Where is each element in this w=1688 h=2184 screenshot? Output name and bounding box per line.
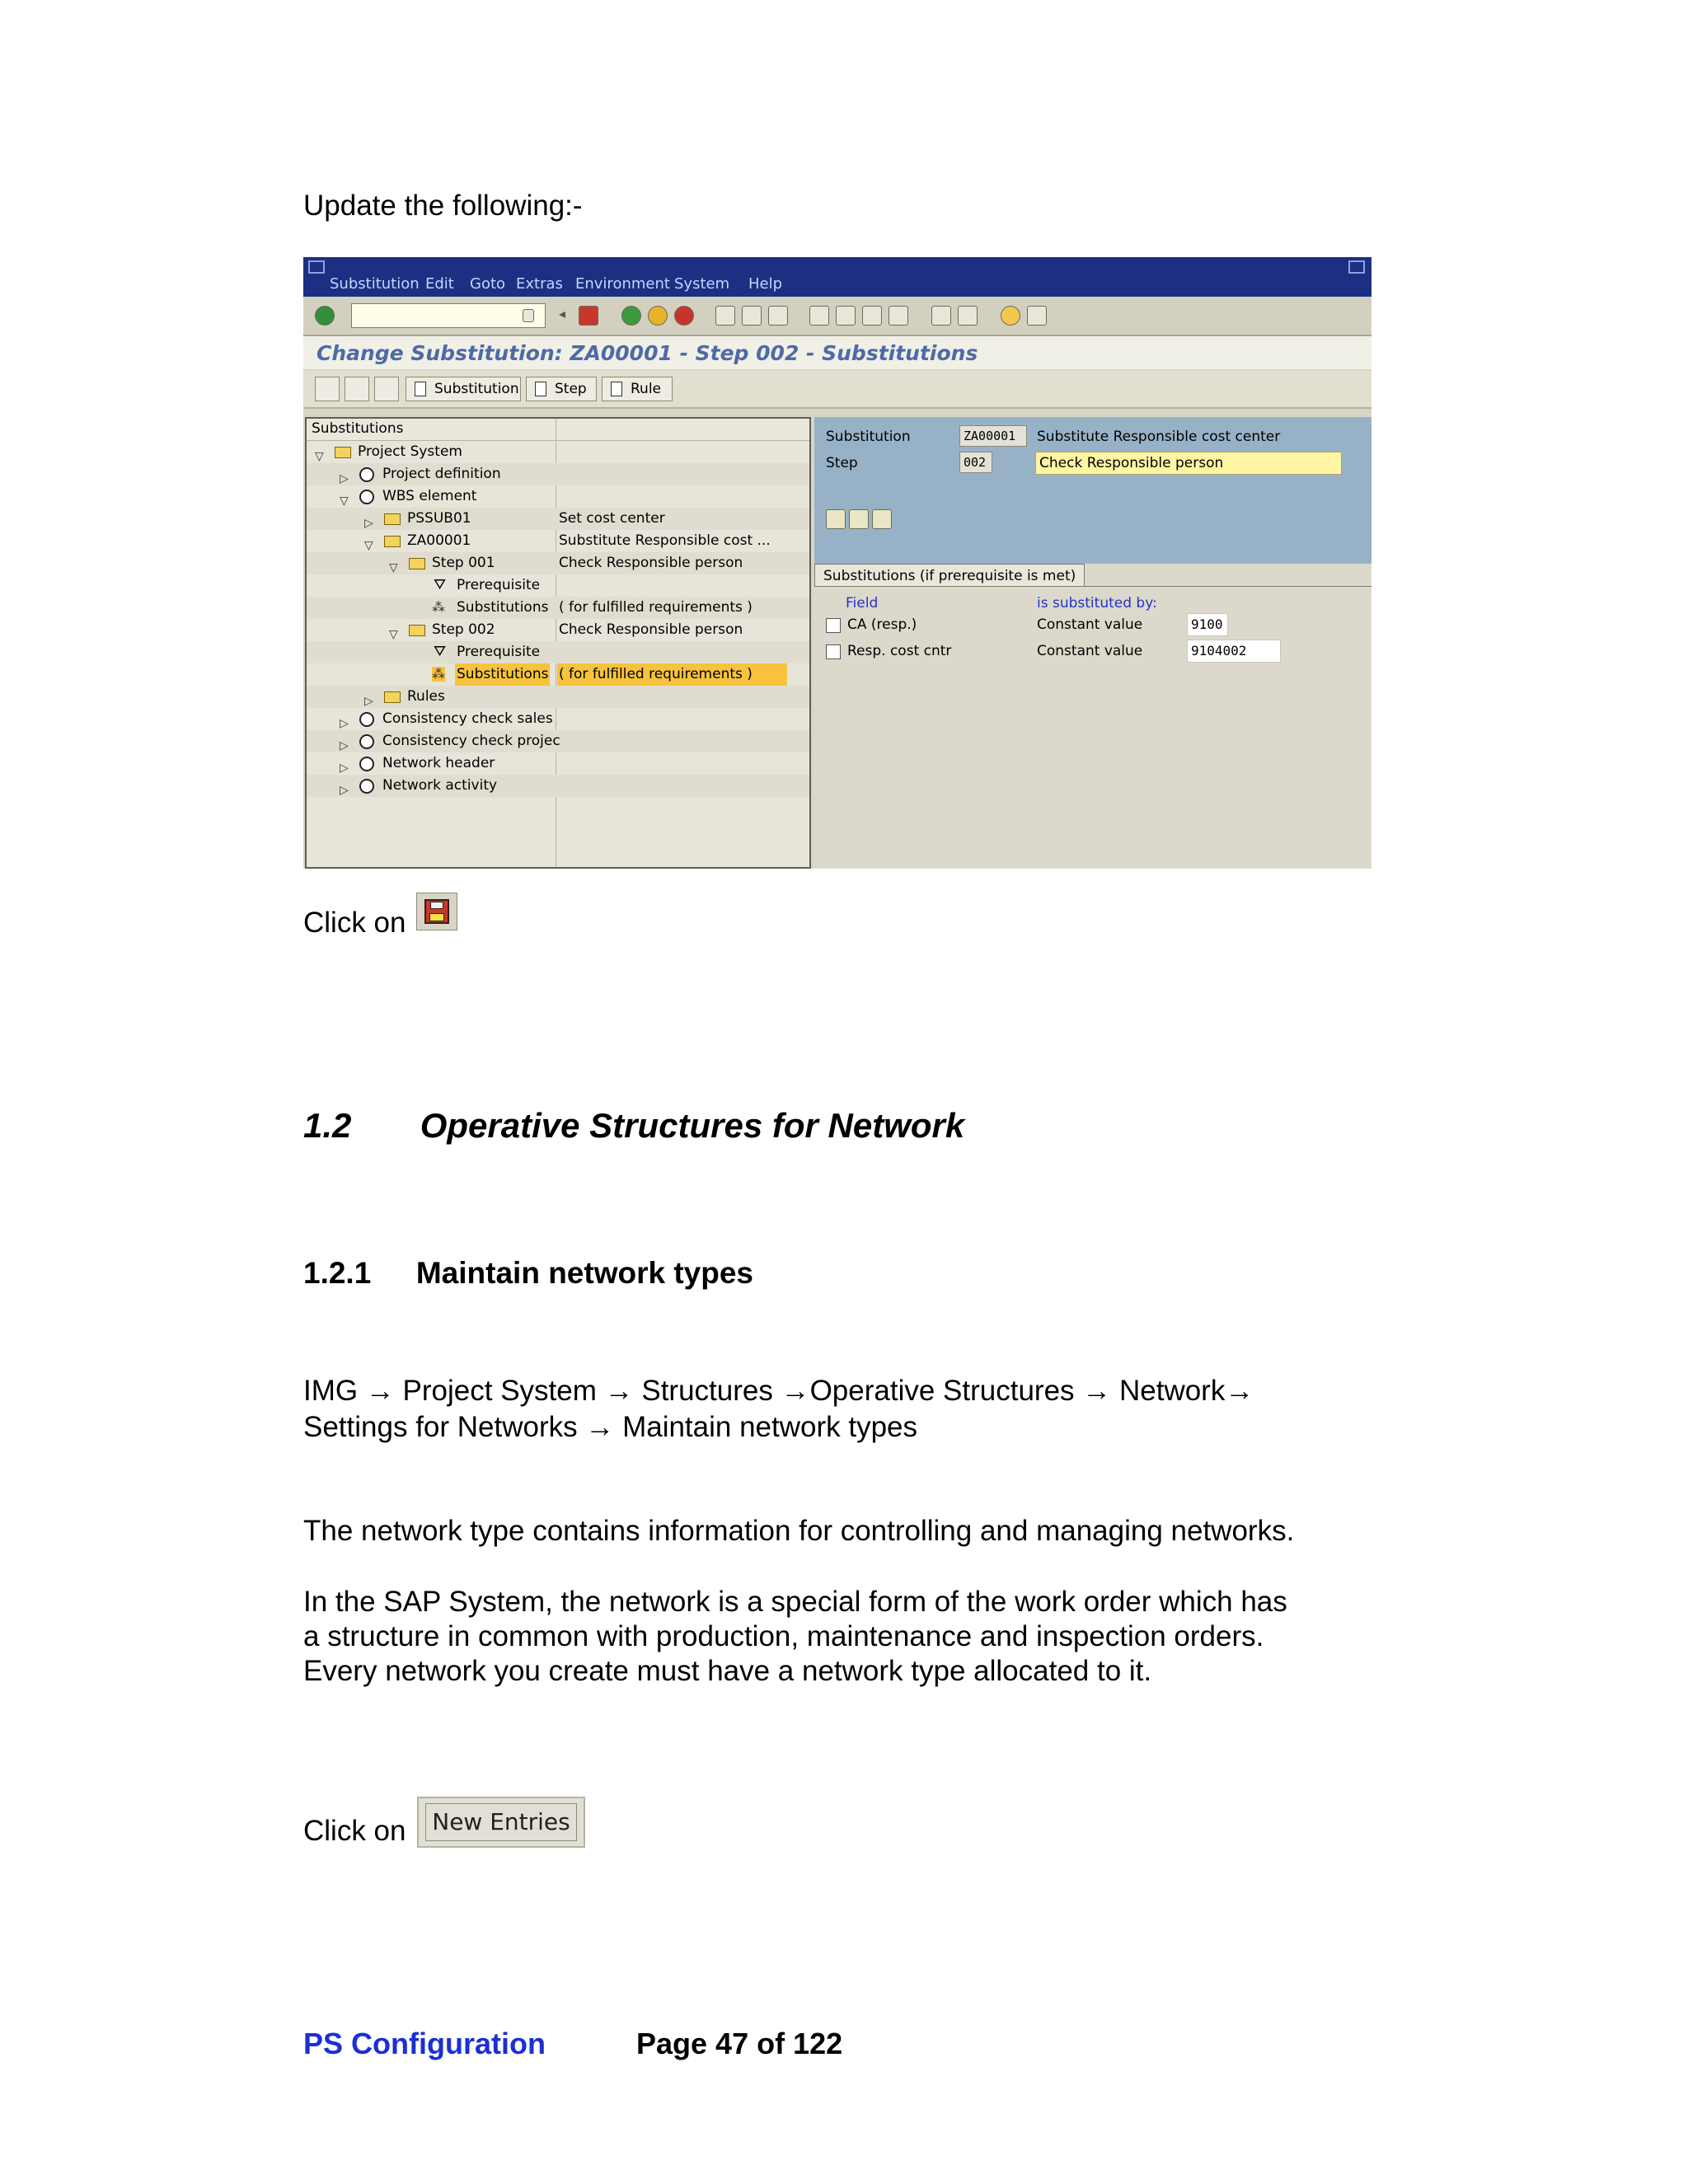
step-button[interactable]: Step: [526, 377, 597, 401]
new-entries-button-image: New Entries: [417, 1797, 585, 1848]
paragraph-network-type: The network type contains information for controlling and managing networks.: [303, 1515, 1295, 1547]
subst-type-resp-cost-cntr: Constant value: [1037, 643, 1143, 659]
step-label: Step: [826, 455, 858, 471]
delete-button[interactable]: [374, 377, 399, 401]
substitution-value: ZA00001: [959, 425, 1027, 447]
tree-header: Substitutions: [307, 419, 809, 441]
menu-goto[interactable]: Goto: [470, 275, 506, 293]
footer-ps-configuration: PS Configuration: [303, 2027, 546, 2060]
field-ca-resp: CA (resp.): [847, 616, 917, 633]
filter-icon: ⛛: [434, 643, 447, 660]
application-toolbar: [303, 371, 1372, 409]
find-icon[interactable]: [742, 306, 762, 326]
substitution-description: Substitute Responsible cost center: [1037, 429, 1281, 445]
expand-right-icon[interactable]: ▷: [340, 472, 349, 485]
footer-page-number: Page 47 of 122: [636, 2027, 843, 2060]
tab-divider: [814, 586, 1372, 587]
menu-help[interactable]: Help: [748, 275, 783, 293]
tree-node-project-definition[interactable]: ▷ Project definition: [307, 463, 809, 485]
checkbox-ca-resp[interactable]: [826, 618, 841, 633]
arrow-left-icon[interactable]: ◂: [559, 306, 566, 321]
paragraph-sap-network-line-2: a structure in common with production, maintenance and inspection orders.: [303, 1620, 1264, 1652]
clock-icon: [359, 490, 374, 504]
filter-icon: ⛛: [434, 576, 447, 593]
value-resp-cost-cntr[interactable]: 9104002: [1187, 640, 1281, 663]
checkbox-resp-cost-cntr[interactable]: [826, 644, 841, 659]
folder-icon: [335, 447, 351, 458]
folder-open-icon: [409, 625, 425, 636]
step-description-input[interactable]: Check Responsible person: [1035, 452, 1342, 475]
floppy-disk-icon: [424, 899, 449, 924]
rules-folder-icon: [384, 691, 401, 703]
tree-node-step-001-substitutions[interactable]: ⁂ Substitutions ( for fulfilled requirements ): [307, 597, 809, 619]
expand-down-icon[interactable]: ▽: [340, 494, 349, 508]
clock-icon: [359, 467, 374, 482]
tree-node-consistency-check-sales[interactable]: ▷ Consistency check sales: [307, 708, 809, 730]
expand-down-icon[interactable]: ▽: [389, 628, 398, 641]
first-page-icon[interactable]: [809, 306, 829, 326]
tree-node-pssub01[interactable]: ▷ PSSUB01 Set cost center: [307, 508, 809, 530]
enter-check-icon[interactable]: [315, 306, 335, 326]
tree-node-za00001[interactable]: ▽ ZA00001 Substitute Responsible cost ...: [307, 530, 809, 552]
tree-node-rules[interactable]: ▷ Rules: [307, 686, 809, 708]
expand-right-icon[interactable]: ▷: [340, 784, 349, 797]
document-icon: [415, 382, 426, 396]
previous-page-icon[interactable]: [836, 306, 856, 326]
create-shortcut-icon[interactable]: [958, 306, 978, 326]
menu-environment[interactable]: Environment: [575, 275, 670, 293]
screen-title: Change Substitution: ZA00001 - Step 002 - Substitutions: [316, 341, 978, 365]
expand-right-icon[interactable]: ▷: [340, 762, 349, 775]
save-icon: [416, 893, 457, 930]
column-header-field: Field: [846, 595, 879, 612]
insert-row-icon[interactable]: [826, 509, 846, 529]
layout-menu-icon[interactable]: [1027, 306, 1047, 326]
folder-icon: [384, 513, 401, 525]
sap-menu-bar: [303, 257, 1372, 297]
tree-node-step-001[interactable]: ▽ Step 001 Check Responsible person: [307, 552, 809, 574]
expand-right-icon[interactable]: ▷: [340, 717, 349, 730]
back-icon[interactable]: [621, 306, 641, 326]
tab-substitutions-prerequisite-met[interactable]: Substitutions (if prerequisite is met): [814, 564, 1085, 587]
print-icon[interactable]: [715, 306, 735, 326]
click-on-save-instruction: Click on: [303, 907, 406, 939]
command-field[interactable]: [351, 303, 546, 328]
tree-node-wbs-element[interactable]: ▽ WBS element: [307, 485, 809, 508]
sap-screenshot: [303, 257, 1372, 869]
substitution-button[interactable]: Substitution: [406, 377, 521, 401]
save-icon[interactable]: [579, 306, 598, 326]
find-next-icon[interactable]: [768, 306, 788, 326]
substitution-icon: ⁂: [432, 599, 445, 615]
expand-down-icon[interactable]: ▽: [389, 561, 398, 574]
last-page-icon[interactable]: [889, 306, 908, 326]
field-resp-cost-cntr: Resp. cost cntr: [847, 643, 952, 659]
paragraph-sap-network-line-1: In the SAP System, the network is a special form of the work order which has: [303, 1586, 1287, 1618]
img-path-line-2: Settings for Networks → Maintain network types: [303, 1411, 918, 1443]
tree-node-step-002-substitutions-selected[interactable]: ⁂ Substitutions ( for fulfilled requirements ): [307, 663, 809, 686]
tree-node-step-002[interactable]: ▽ Step 002 Check Responsible person: [307, 619, 809, 641]
value-ca-resp[interactable]: 9100: [1187, 613, 1228, 636]
tree-node-network-header[interactable]: ▷ Network header: [307, 752, 809, 775]
substitution-tree: [305, 417, 811, 869]
exit-icon[interactable]: [648, 306, 668, 326]
cancel-icon[interactable]: [674, 306, 694, 326]
menu-edit[interactable]: Edit: [425, 275, 454, 293]
column-header-substituted-by: is substituted by:: [1037, 595, 1157, 612]
click-on-new-entries-instruction: Click on: [303, 1815, 406, 1847]
update-instruction: Update the following:-: [303, 190, 583, 222]
detail-header-area: [814, 417, 1372, 564]
clock-icon: [359, 757, 374, 771]
step-value: 002: [959, 452, 992, 473]
substitution-label: Substitution: [826, 429, 911, 445]
next-page-icon[interactable]: [862, 306, 882, 326]
select-block-icon[interactable]: [872, 509, 892, 529]
subsection-heading: 1.2.1 Maintain network types: [303, 1256, 753, 1290]
subst-type-ca-resp: Constant value: [1037, 616, 1143, 633]
folder-open-icon: [409, 558, 425, 569]
folder-open-icon: [384, 536, 401, 547]
img-path-line-1: IMG → Project System → Structures →Operative Structures → Network→: [303, 1375, 1254, 1407]
expand-right-icon[interactable]: ▷: [340, 739, 349, 752]
tree-node-step-001-prerequisite[interactable]: ⛛ Prerequisite: [434, 576, 541, 593]
tree-node-project-system[interactable]: ▽ Project System: [307, 441, 809, 463]
copy-button[interactable]: [345, 377, 369, 401]
rule-button[interactable]: Rule: [602, 377, 673, 401]
section-heading: 1.2 Operative Structures for Network: [303, 1106, 965, 1145]
tree-node-step-002-prerequisite[interactable]: ⛛ Prerequisite: [307, 641, 809, 663]
delete-row-icon[interactable]: [849, 509, 869, 529]
clock-icon: [359, 734, 374, 749]
expand-down-icon[interactable]: ▽: [364, 539, 373, 552]
tree-node-consistency-check-project[interactable]: ▷ Consistency check projec: [307, 730, 809, 752]
expand-right-icon[interactable]: ▷: [364, 517, 373, 530]
clock-icon: [359, 712, 374, 727]
clock-icon: [359, 779, 374, 794]
menu-system[interactable]: System: [674, 275, 730, 293]
menu-extras[interactable]: Extras: [516, 275, 563, 293]
window-maximize-icon[interactable]: [1348, 260, 1365, 274]
document-icon: [535, 382, 546, 396]
sap-standard-toolbar: [303, 297, 1372, 336]
screen-title-bar: [303, 336, 1372, 369]
substitution-icon: ⁂: [432, 666, 445, 682]
command-history-icon[interactable]: [523, 309, 534, 322]
paragraph-sap-network-line-3: Every network you create must have a network type allocated to it.: [303, 1655, 1152, 1687]
substitution-detail-panel: [814, 417, 1372, 869]
tree-node-network-activity[interactable]: ▷ Network activity: [307, 775, 809, 797]
menu-substitution[interactable]: Substitution: [330, 275, 420, 293]
help-icon[interactable]: [1001, 306, 1020, 326]
expand-down-icon[interactable]: ▽: [315, 450, 324, 463]
window-menu-icon[interactable]: [308, 260, 325, 274]
display-change-button[interactable]: [315, 377, 340, 401]
expand-right-icon[interactable]: ▷: [364, 695, 373, 708]
create-session-icon[interactable]: [931, 306, 951, 326]
document-icon: [611, 382, 622, 396]
